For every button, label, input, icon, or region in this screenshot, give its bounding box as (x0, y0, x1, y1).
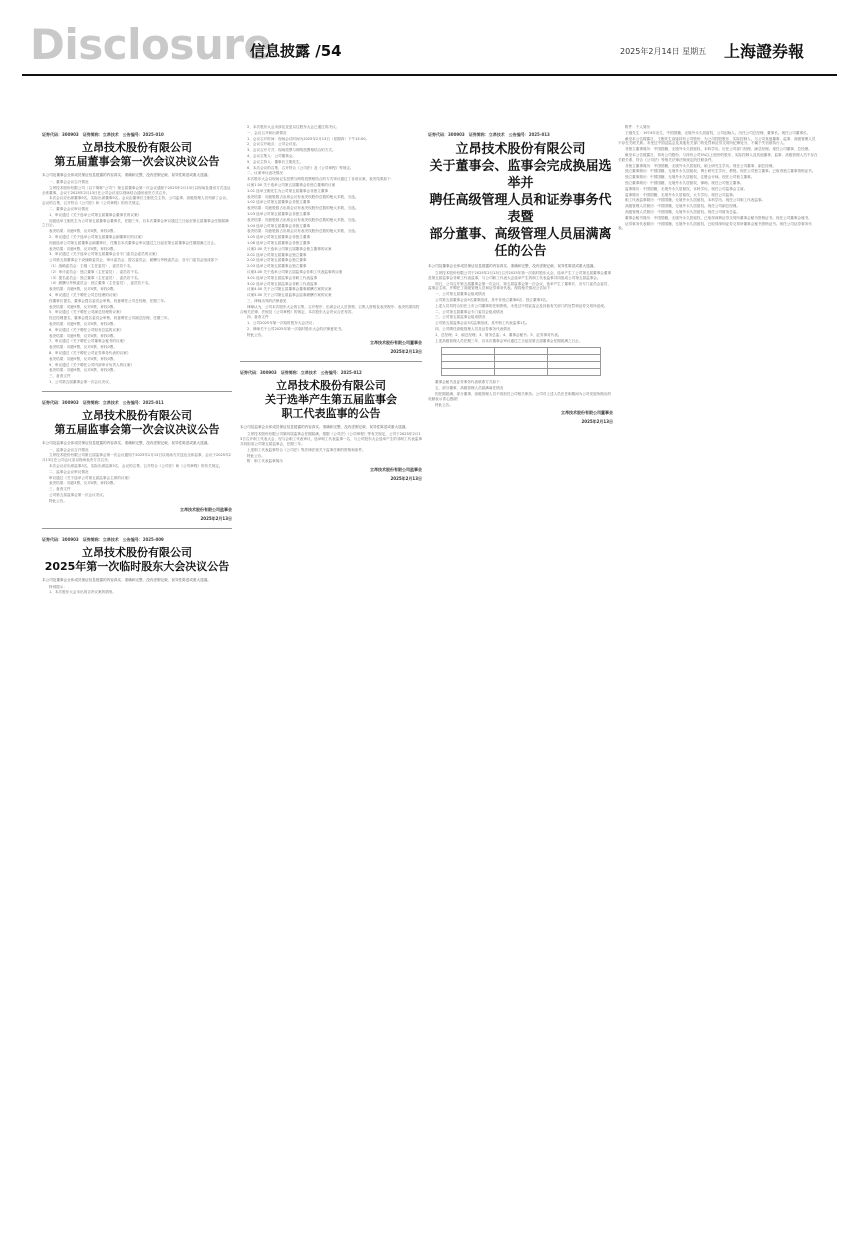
notice-paragraph: 1.06 选举公司第五届董事会非独立董事 (247, 240, 311, 245)
notice-paragraph: 1、公司2025年第一次临时股东大会决议； (247, 321, 316, 326)
notice-paragraph: 公司第五届董事会由9名董事组成，其中非独立董事6名、独立董事3名。 (435, 297, 550, 302)
contact-table-row (441, 355, 600, 362)
notice-title-line: 聘任高级管理人员和证券事务代表暨 (429, 193, 612, 225)
notice-paragraph: 一、公司第五届董事会组成情况 (435, 292, 486, 297)
notice-paragraph: 9、审议通过《关于聘任公司内部审计负责人的议案》 (49, 362, 134, 367)
notice-paragraph: 四、备查文件 (247, 315, 269, 320)
notice-paragraph: 1.01 选举王刚先生为公司第五届董事会非独立董事 (247, 188, 329, 193)
notice-resumes (618, 125, 818, 231)
column-1 (42, 124, 232, 596)
notice-paragraph: 上述高级管理人员任期三年，自本次董事会审议通过之日起至第五届董事会任期届满之日止。 (435, 338, 583, 343)
notice-paragraph: 三、公司第五届监事会组成情况 (435, 315, 486, 320)
notice-paragraph: 表决结果：同意股数占出席会议有表决权股份总数的绝大多数，当选。 (247, 217, 359, 222)
notice-paragraph: 表决结果：同意股数占出席会议有表决权股份总数的绝大多数，当选。 (247, 229, 359, 234)
notice-paragraph: 表决结果：同意9票，反对0票，弃权0票。 (49, 321, 117, 326)
notice-supervisory-resolution (42, 400, 232, 522)
notice-title-line: 立昂技术股份有限公司 (82, 545, 192, 559)
notice-paragraph: 议案4.00 关于公司第五届董事会董事薪酬方案的议案 (247, 287, 332, 292)
notice-paragraph: 三、备查文件 (49, 374, 71, 379)
notice-shareholder-meeting-cont (240, 125, 422, 355)
contact-table-cell (441, 355, 494, 362)
notice-paragraph: 公司第五届监事会第一次会议决议。 (49, 493, 107, 498)
notice-title-line: 第五届董事会第一次会议决议公告 (54, 155, 220, 168)
notice-paragraph: 1、本次股东大会未出现否决议案的情形。 (49, 590, 116, 595)
contact-table-row (441, 348, 600, 355)
notice-paragraph: 4、会议召集人：公司董事会。 (247, 153, 297, 158)
notice-paragraph: 本次股东大会以现场记名投票与网络投票相结合的方式审议通过了各项议案，表决结果如下： (247, 177, 395, 182)
notice-paragraph: 一、会议召开和出席情况 (247, 130, 287, 135)
notice-paragraph: 特别提示： (49, 584, 67, 589)
contact-table-cell (547, 355, 600, 362)
column-3 (428, 124, 613, 425)
column-4 (618, 124, 818, 232)
notice-paragraph: 1.04 选举公司第五届董事会非独立董事 (247, 223, 311, 228)
notice-paragraph: 同日，公司召开第五届董事会第一次会议、第五届监事会第一次会议，选举产生了董事长、各专门委员会委员、监事会主席，并聘任了高级管理人员和证券事务代表。现将相关情况公告如下： (428, 281, 612, 291)
notice-paragraph: 五、部分董事、高级管理人员届满离任情况 (435, 386, 504, 391)
notice-paragraph: 经总经理提名，董事会提名委员会审核，同意聘任公司副总经理，任期三年。 (49, 316, 172, 321)
notice-paragraph: 特此公告。 (247, 332, 265, 337)
notice-paragraph: 二、公司第五届董事会专门委员会组成情况 (435, 309, 504, 314)
notice-paragraph: 附：职工代表监事简历 (247, 459, 283, 464)
notice-paragraph: 立昂技术股份有限公司于2025年2月13日召开2025年第一次临时股东大会，选举产生了公司第五届董事会董事及第五届监事会非职工代表监事，与公司职工代表大会选举产生的职工代表监事共同组成公司第五届监事会。 (428, 271, 612, 280)
notice-paragraph: 1、公司第五届董事会第一次会议决议； (49, 379, 113, 384)
section-title: 信息披露 /54 (250, 42, 342, 60)
notice-paragraph: 表决结果：同意股数占出席会议有表决权股份总数的绝大多数，当选。 (247, 194, 359, 199)
column-divider (42, 391, 232, 392)
notice-paragraph: 独立董事简历：中国国籍，无境外永久居留权，注册会计师。现任公司独立董事。 (625, 175, 755, 180)
notice-paragraph: 议案5.00 关于公司第五届监事会监事薪酬方案的议案 (247, 293, 332, 298)
notice-paragraph: 立昂技术股份有限公司第五届监事会第一次会议通知于2025年2月13日以现场方式送达全体监事，会议于2025年2月13日在公司会议室以现场表决方式召开。 (42, 453, 231, 463)
notice-paragraph: 特此公告。 (49, 498, 67, 503)
notice-title-line: 立昂技术股份有限公司 (82, 408, 192, 422)
notice-lead: 本公司及董事会全体成员保证信息披露的内容真实、准确和完整，没有虚假记载、误导性陈述或重大遗漏。 (42, 173, 211, 177)
notice-paragraph: 表决结果：同意9票，反对0票，弃权0票。 (49, 304, 117, 309)
notice-paragraph: 公司第五届董事会下设战略委员会、审计委员会、提名委员会、薪酬与考核委员会，各专门委员会组成如下： (49, 258, 222, 263)
notice-paragraph: 立昂技术股份有限公司（以下简称“公司”）第五届董事会第一次会议通知于2025年2月13日以现场及通讯方式送达全体董事，会议于2025年2月13日在公司会议室以现场结合通讯表决方式召开。 (42, 185, 231, 195)
notice-board-resolution (42, 132, 232, 385)
contact-table-cell (494, 348, 547, 355)
notice-paragraph: 非独立董事简历：中国国籍，无境外永久居留权，硕士研究生学历。现任公司董事、副总经理。 (625, 163, 776, 168)
notice-paragraph: 表决结果：同意9票，反对0票，弃权0票。 (49, 229, 117, 234)
notice-paragraph: 董事会秘书简历：中国国籍，无境外永久居留权，已取得深圳证券交易所董事会秘书资格证书。现任公司董事会秘书。 (625, 215, 812, 220)
notice-paragraph: 表决结果：同意9票，反对0票，弃权0票。 (49, 368, 117, 373)
contact-table (441, 347, 601, 376)
notice-paragraph: 监事简历：中国国籍，无境外永久居留权，大专学历。现任公司监事。 (625, 192, 737, 197)
notice-paragraph: 一、董事会会议召开情况 (49, 180, 89, 184)
notice-paragraph: 2.02 选举公司第五届董事会独立董事 (247, 258, 307, 263)
contact-table-cell (547, 369, 600, 376)
contact-table-row (441, 369, 600, 376)
notice-signature: 2025年2月13日 (581, 419, 613, 425)
notice-paragraph: 董事会秘书及证券事务代表联系方式如下： (435, 380, 504, 385)
notice-paragraph: 2.01 选举公司第五届董事会独立董事 (247, 252, 307, 257)
notice-paragraph: 本次会议应出席董事9名，实际出席董事9名。会议由董事长王刚先生主持，公司监事、高级管理人员列席了会议。会议的召集、召开符合《公司法》和《公司章程》的有关规定。 (42, 196, 230, 206)
notice-paragraph: 1、总经理；2、副总经理；3、财务总监；4、董事会秘书；5、证券事务代表。 (435, 332, 562, 337)
contact-table-cell (547, 348, 600, 355)
notice-paragraph: 议案1.00 关于选举公司第五届董事会非独立董事的议案 (247, 182, 336, 187)
notice-paragraph: 上述人员均符合担任上市公司董事的任职资格，未受过中国证监会及其他有关部门的处罚和证券交易所惩戒。 (435, 303, 608, 308)
contact-table-cell (441, 369, 494, 376)
notice-paragraph: 3.02 选举公司第五届监事会非职工代表监事 (247, 281, 318, 286)
notice-title-line: 立昂技术股份有限公司 (276, 379, 386, 393)
notice-code-line: 证券代码：300903 证券简称：立昂技术 公告编号：2025-013 (428, 132, 550, 137)
notice-paragraph: 1.05 选举公司第五届董事会非独立董事 (247, 235, 311, 240)
column-2 (240, 124, 422, 482)
notice-paragraph: 证券事务代表简历：中国国籍，无境外永久居留权，已取得深圳证券交易所董事会秘书资格证书。现任公司证券事务代表。 (618, 221, 812, 231)
contact-table-row (441, 362, 600, 369)
notice-employee-supervisor (240, 370, 422, 482)
notice-paragraph: 5、审议通过《关于聘任公司副总经理的议案》 (49, 310, 124, 315)
masthead-rule (22, 74, 837, 76)
notice-board-reelection (428, 132, 613, 425)
notice-paragraph: 表决结果：同意股数占出席会议有表决权股份总数的绝大多数，当选。 (247, 206, 359, 211)
notice-paragraph: 截至本公告披露日，持有公司股份，与持有公司5%以上股份的股东、实际控制人及其他董事、监事、高级管理人员不存在关联关系，符合《公司法》等相关法律法规规定的任职条件。 (618, 152, 818, 162)
notice-title-line: 关于选举产生第五届监事会 (265, 393, 397, 407)
notice-paragraph: 因任期届满，部分董事、高级管理人员不再担任公司相关职务。公司对上述人员在任职期间为公司发展所做出的贡献表示衷心感谢！ (428, 391, 612, 401)
masthead (22, 16, 837, 82)
notice-paragraph: 2、审议通过《关于选举公司第五届董事会副董事长的议案》 (49, 234, 145, 239)
notice-paragraph: 审议通过《关于选举公司第五届监事会主席的议案》 (49, 475, 132, 480)
notice-code-line: 证券代码：300903 证券简称：立昂技术 公告编号：2025-012 (240, 370, 362, 376)
notice-title-line: 职工代表监事的公告 (281, 407, 381, 421)
notice-signature: 2025年2月13日 (390, 349, 422, 355)
notice-paragraph: 6、审议通过《关于聘任公司财务总监的议案》 (49, 327, 124, 332)
notice-paragraph: 二、监事会会议审议情况 (49, 469, 89, 474)
notice-paragraph: 2、本次股东大会未涉及变更以往股东大会已通过的决议。 (247, 125, 340, 129)
notice-code-line: 证券代码：300903 证券简称：立昂技术 公告编号：2025-011 (42, 399, 164, 405)
notice-paragraph: 1、会议召开时间：现场会议时间为2025年2月13日（星期四）下午15:00。 (247, 136, 370, 141)
notice-title (42, 409, 232, 437)
notice-paragraph: 王刚先生：1974年出生，中国国籍，无境外永久居留权，公司创始人。历任公司总经理、董事长。现任公司董事长。 (625, 130, 811, 135)
notice-paragraph: 4、审议通过《关于聘任公司总经理的议案》 (49, 292, 120, 297)
notice-paragraph: 高级管理人员简历：中国国籍，无境外永久居留权。现任公司副总经理。 (625, 204, 740, 209)
notice-paragraph: （1）战略委员会：王刚（主任委员）、委员若干名。 (49, 263, 134, 268)
notice-shareholder-meeting (42, 537, 232, 596)
notice-code-line: 证券代码：300903 证券简称：立昂技术 公告编号：2025-010 (42, 132, 164, 137)
notice-paragraph: 非独立董事简历：中国国籍，无境外永久居留权，本科学历。历任公司部门经理、副总经理。现任公司董事、总经理。 (625, 147, 812, 152)
newspaper-logo: 上海證券報 (724, 42, 805, 61)
notice-code-line: 证券代码：300903 证券简称：立昂技术 公告编号：2025-009 (42, 536, 164, 542)
notice-signature: 2025年2月13日 (390, 476, 422, 482)
notice-paragraph: 2.03 选举公司第五届董事会独立董事 (247, 264, 307, 269)
notice-paragraph: 5、会议主持人：董事长王刚先生。 (247, 159, 304, 164)
notice-paragraph: 议案2.00 关于选举公司第五届董事会独立董事的议案 (247, 246, 332, 251)
column-divider (240, 361, 422, 362)
notice-paragraph: 独立董事简历：中国国籍，无境外永久居留权，博士研究生学历，教授。现任公司独立董事。已取得独立董事资格证书。 (625, 169, 816, 174)
notice-paragraph: 同意选举公司第五届董事会副董事长，任期自本次董事会审议通过之日起至第五届董事会任期届满之日止。 (49, 240, 218, 245)
notice-paragraph: 立昂技术股份有限公司第四届监事会任期届满，根据《公司法》《公司章程》等有关规定，公司于2025年2月13日召开职工代表大会，经与会职工代表审议，选举职工代表监事一名，与公司股东大会选举产生的非职工代表监事共同组成公司第五届监事会，任期三年。 (240, 432, 422, 447)
notice-title (428, 141, 613, 260)
notice-paragraph: 特此公告。 (435, 402, 453, 407)
notice-paragraph: 本次会议应出席监事3名，实际出席监事3名，会议的召集、召开符合《公司法》和《公司章程》的有关规定。 (49, 464, 223, 469)
disclosure-wordmark: Disclosure (30, 20, 272, 69)
contact-table-cell (494, 355, 547, 362)
contact-table-cell (441, 348, 494, 355)
contact-table-cell (494, 362, 547, 369)
notice-paragraph: 同意选举王刚先生为公司第五届董事会董事长，任期三年，自本次董事会审议通过之日起至第五届董事会任期届满之日止。 (42, 218, 229, 228)
notice-paragraph: 表决结果：同意9票，反对0票，弃权0票。 (49, 345, 117, 350)
notice-title-line: 立昂技术股份有限公司 (82, 141, 192, 154)
notice-paragraph: 职工代表监事简历：中国国籍，无境外永久居留权，本科学历。现任公司职工代表监事。 (625, 198, 766, 203)
notice-paragraph: 律师认为，公司本次股东大会的召集、召开程序、出席会议人员资格、召集人资格及表决程序、表决结果均符合相关法律、法规及《公司章程》的规定，本次股东大会决议合法有效。 (240, 304, 420, 314)
notice-paragraph: 二、议案审议表决情况 (247, 171, 283, 176)
notice-title-line: 立昂技术股份有限公司 (455, 142, 586, 157)
notice-paragraph: 3、会议召开方式：现场投票与网络投票相结合的方式。 (247, 148, 336, 153)
notice-lead: 本公司及董事会全体成员保证信息披露的内容真实、准确和完整，没有虚假记载、误导性陈述或重大遗漏。 (42, 577, 211, 582)
notice-title (42, 546, 232, 574)
notice-signature: 立昂技术股份有限公司董事会 (370, 340, 422, 346)
column-divider (42, 528, 232, 529)
notice-paragraph: 2、律师关于公司2025年第一次临时股东大会的法律意见书。 (247, 326, 345, 331)
notice-paragraph: 表决结果：同意9票，反对0票，弃权0票。 (49, 246, 117, 251)
notice-paragraph: 1.02 选举公司第五届董事会非独立董事 (247, 200, 311, 205)
notice-paragraph: 表决结果：同意9票，反对0票，弃权0票。 (49, 333, 117, 338)
notice-lead: 本公司及监事会全体成员保证信息披露的内容真实、准确和完整，没有虚假记载、误导性陈述或重大遗漏。 (240, 425, 409, 430)
notice-paragraph: 附件：个人简历 (625, 125, 651, 129)
notice-paragraph: 表决结果：同意9票，反对0票，弃权0票。 (49, 356, 117, 361)
contact-table-cell (494, 369, 547, 376)
notice-title-line: 部分董事、高级管理人员届满离任的公告 (429, 227, 612, 259)
issue-date: 2025年2月14日 星期五 (620, 47, 707, 56)
notice-paragraph: 上述职工代表监事符合《公司法》等法律法规关于监事任职的资格和条件。 (247, 447, 366, 452)
notice-paragraph: 二、董事会会议审议情况 (49, 206, 89, 211)
notice-paragraph: 特此公告。 (247, 453, 265, 458)
notice-paragraph: 高级管理人员简历：中国国籍，无境外永久居留权。现任公司财务总监。 (625, 209, 740, 214)
notice-paragraph: 1.03 选举公司第五届董事会非独立董事 (247, 211, 311, 216)
notice-paragraph: 1、审议通过《关于选举公司第五届董事会董事长的议案》 (49, 212, 142, 217)
notice-paragraph: 监事简历：中国国籍，无境外永久居留权，本科学历。现任公司监事会主席。 (625, 186, 748, 191)
notice-paragraph: 三、备查文件 (49, 487, 71, 492)
notice-paragraph: 经董事长提名，董事会提名委员会审核，同意聘任公司总经理，任期三年。 (49, 298, 168, 303)
contact-table-cell (441, 362, 494, 369)
contact-table-cell (547, 362, 600, 369)
notice-paragraph: 截至本公告披露日，王刚先生直接持有公司股份，为公司控股股东、实际控制人，与公司其他董事、监事、高级管理人员不存在关联关系。未受过中国证监会及其他有关部门的处罚和证券交易所纪律处分，不属于失信被执行人。 (618, 136, 816, 146)
notice-paragraph: 表决结果：同意9票，反对0票，弃权0票。 (49, 287, 117, 292)
notice-signature: 立昂技术股份有限公司监事会 (370, 467, 422, 473)
notice-paragraph: 2、会议召开地点：公司会议室。 (247, 142, 300, 147)
notice-paragraph: （2）审计委员会：独立董事（主任委员）、委员若干名。 (49, 269, 142, 274)
notice-paragraph: 8、审议通过《关于聘任公司证券事务代表的议案》 (49, 350, 131, 355)
notice-paragraph: （3）提名委员会：独立董事（主任委员）、委员若干名。 (49, 275, 142, 280)
notice-lead: 本公司及董事会全体成员保证信息披露的内容真实、准确和完整，没有虚假记载、误导性陈述或重大遗漏。 (428, 264, 597, 268)
notice-signature: 2025年2月13日 (200, 515, 232, 521)
notice-paragraph: 三、律师出具的法律意见 (247, 298, 287, 303)
notice-title-line: 关于董事会、监事会完成换届选举并 (429, 159, 612, 191)
notice-signature: 立昂技术股份有限公司董事会 (561, 410, 613, 416)
notice-paragraph: 公司第五届监事会由3名监事组成，其中职工代表监事1名。 (435, 321, 530, 326)
notice-paragraph: 表决结果：同意3票，反对0票，弃权0票。 (49, 481, 117, 486)
notice-title (42, 141, 232, 169)
notice-title (240, 379, 422, 421)
notice-paragraph: 3.01 选举公司第五届监事会非职工代表监事 (247, 275, 318, 280)
notice-paragraph: 四、公司聘任高级管理人员及证券事务代表情况 (435, 326, 511, 331)
notice-paragraph: 议案3.00 关于选举公司第五届监事会非职工代表监事的议案 (247, 269, 343, 274)
notice-paragraph: 7、审议通过《关于聘任公司董事会秘书的议案》 (49, 339, 127, 344)
notice-signature: 立昂技术股份有限公司监事会 (180, 506, 232, 512)
notice-paragraph: （4）薪酬与考核委员会：独立董事（主任委员）、委员若干名。 (49, 281, 152, 286)
notice-paragraph: 独立董事简历：中国国籍，无境外永久居留权，律师。现任公司独立董事。 (625, 180, 744, 185)
notice-title-line: 2025年第一次临时股东大会决议公告 (44, 559, 230, 573)
notice-lead: 本公司及监事会全体成员保证信息披露的内容真实、准确和完整，没有虚假记载、误导性陈述或重大遗漏。 (42, 440, 211, 445)
notice-title-line: 第五届监事会第一次会议决议公告 (54, 422, 220, 436)
notice-paragraph: 3、审议通过《关于选举公司第五届董事会各专门委员会委员的议案》 (49, 252, 160, 257)
notice-paragraph: 6、本次会议的召集、召开符合《公司法》及《公司章程》等规定。 (247, 165, 354, 170)
notice-paragraph: 一、监事会会议召开情况 (49, 447, 89, 452)
